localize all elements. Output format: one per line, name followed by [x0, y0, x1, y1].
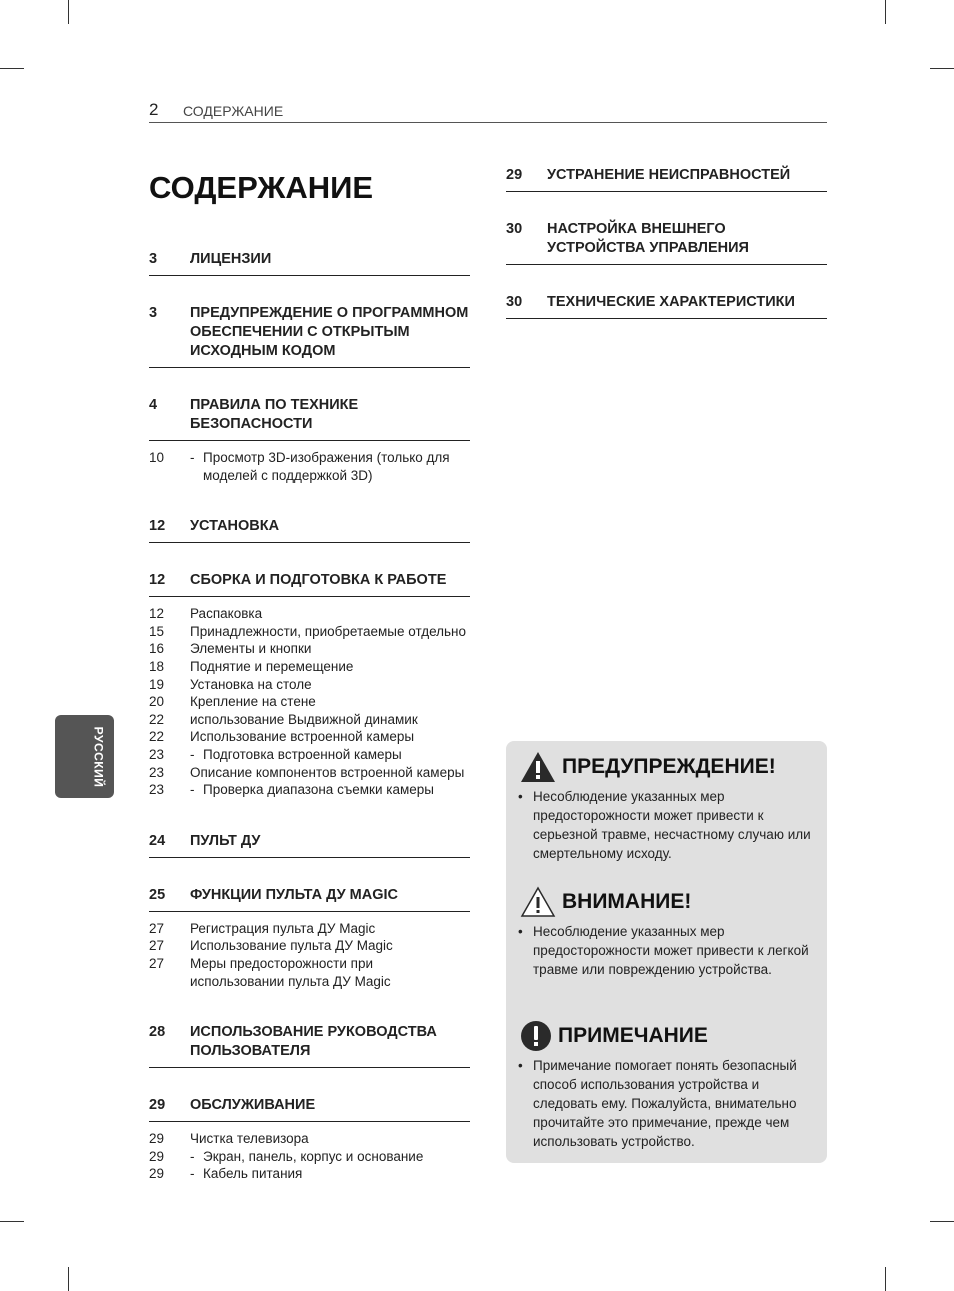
section-page-number: 3 — [149, 305, 158, 321]
section-page-number: 4 — [149, 397, 158, 413]
language-tab-label: РУССКИЙ — [91, 726, 106, 787]
subsection-title: Установка на столе — [190, 676, 312, 692]
toc-subsection — [149, 955, 470, 990]
subsection-dash: - — [190, 1148, 195, 1164]
toc-subsection — [149, 693, 470, 711]
subsection-title: Просмотр 3D-изображения (только для моделей с поддержкой 3D) — [203, 450, 450, 483]
crop-mark — [930, 68, 954, 69]
toc-subsection-list — [149, 1130, 470, 1183]
toc-subsection — [149, 605, 470, 623]
section-gap — [149, 1003, 470, 1023]
section-page-number: 29 — [506, 167, 523, 183]
page-header — [149, 100, 827, 123]
toc-subsection — [149, 676, 470, 694]
crop-mark — [885, 0, 886, 24]
subsection-title: Поднятие и перемещение — [190, 658, 354, 674]
section-title: ТЕХНИЧЕСКИЕ ХАРАКТЕРИСТИКИ — [547, 294, 795, 310]
section-gap — [149, 376, 470, 396]
subsection-title: Экран, панель, корпус и основание — [203, 1148, 424, 1164]
toc-section — [506, 166, 827, 192]
toc-subsection-list — [149, 449, 470, 484]
subsection-page-number: 29 — [149, 1131, 165, 1147]
subsection-page-number: 29 — [149, 1166, 165, 1182]
header-title: СОДЕРЖАНИЕ — [183, 103, 284, 119]
subsection-title: Описание компонентов встроенной камеры — [190, 764, 465, 780]
toc-subsection-list — [149, 605, 470, 799]
caution-title: ВНИМАНИЕ! — [562, 890, 692, 913]
warning-triangle-icon — [520, 751, 556, 783]
subsection-page-number: 27 — [149, 920, 165, 936]
toc-subsection — [149, 1130, 470, 1148]
subsection-page-number: 10 — [149, 450, 165, 465]
toc-section — [149, 250, 470, 276]
subsection-page-number: 20 — [149, 694, 165, 710]
toc-subsection — [149, 623, 470, 641]
warning-heading — [520, 751, 776, 783]
section-title: УСТРАНЕНИЕ НЕИСПРАВНОСТЕЙ — [547, 167, 791, 183]
toc-subsection — [149, 746, 470, 764]
subsection-title: Кабель питания — [203, 1166, 303, 1182]
toc-subsection — [149, 920, 470, 938]
section-gap — [149, 497, 470, 517]
toc-section — [506, 220, 827, 265]
section-page-number: 28 — [149, 1024, 166, 1041]
crop-mark — [68, 1267, 69, 1291]
subsection-page-number: 23 — [149, 746, 165, 762]
subsection-dash: - — [190, 1166, 195, 1182]
section-title: ПРЕДУПРЕЖДЕНИЕ О ПРОГРАММНОМ ОБЕСПЕЧЕНИИ С ОТКРЫТЫМ ИСХОДНЫМ КОДОМ — [190, 305, 469, 359]
subsection-title: Крепление на стене — [190, 694, 316, 710]
section-gap — [149, 866, 470, 886]
page-number: 2 — [149, 100, 159, 119]
section-page-number: 30 — [506, 221, 523, 237]
subsection-title: Меры предосторожности при использовании пульта ДУ Magic — [190, 955, 391, 989]
subsection-title: использование Выдвижной динамик — [190, 711, 418, 727]
toc-subsection — [149, 449, 470, 484]
subsection-title: Принадлежности, приобретаемые отдельно — [190, 623, 467, 639]
warning-text: • Несоблюдение указанных мер предосторожности может привести к серьезной травме, несчастному случаю или смертельному исходу. — [518, 789, 811, 861]
section-page-number: 30 — [506, 294, 523, 310]
subsection-page-number: 19 — [149, 676, 165, 692]
subsection-title: Элементы и кнопки — [190, 641, 312, 657]
toc-section — [149, 517, 470, 543]
subsection-title: Подготовка встроенной камеры — [203, 746, 402, 762]
toc-section — [149, 1096, 470, 1122]
toc-subsection — [149, 781, 470, 799]
section-title: ИСПОЛЬЗОВАНИЕ РУКОВОДСТВА ПОЛЬЗОВАТЕЛЯ — [190, 1024, 437, 1060]
toc-subsection — [149, 1148, 470, 1166]
subsection-page-number: 12 — [149, 606, 165, 622]
toc-subsection — [149, 658, 470, 676]
section-gap — [149, 1076, 470, 1096]
subsection-page-number: 29 — [149, 1148, 165, 1164]
toc-subsection — [149, 1165, 470, 1183]
page-title: СОДЕРЖАНИЕ — [149, 170, 374, 205]
toc-section — [149, 832, 470, 858]
toc-subsection — [149, 937, 470, 955]
section-page-number: 12 — [149, 518, 166, 535]
section-page-number: 29 — [149, 1097, 166, 1114]
subsection-title: Использование встроенной камеры — [190, 729, 415, 745]
section-page-number: 25 — [149, 886, 166, 903]
toc-subsection — [149, 728, 470, 746]
section-page-number: 24 — [149, 832, 166, 849]
subsection-title: Проверка диапазона съемки камеры — [203, 782, 434, 798]
toc-section — [149, 571, 470, 597]
toc-section — [149, 1023, 470, 1068]
subsection-dash: - — [190, 782, 195, 798]
crop-mark — [0, 68, 24, 69]
toc-section — [149, 886, 470, 912]
section-page-number: 3 — [149, 251, 158, 267]
section-page-number: 12 — [149, 572, 166, 589]
subsection-page-number: 15 — [149, 623, 165, 639]
section-title: НАСТРОЙКА ВНЕШНЕГО УСТРОЙСТВА УПРАВЛЕНИЯ — [547, 221, 749, 256]
note-title: ПРИМЕЧАНИЕ — [558, 1024, 708, 1047]
crop-mark — [930, 1221, 954, 1222]
toc-section — [149, 304, 470, 368]
caution-triangle-icon — [520, 886, 556, 918]
note-heading — [520, 1020, 708, 1052]
caution-text: • Несоблюдение указанных мер предосторожности может привести к легкой травме или повреждению устройства. — [518, 924, 809, 977]
crop-mark — [68, 0, 69, 24]
crop-mark — [885, 1267, 886, 1291]
section-title: ЛИЦЕНЗИИ — [190, 251, 272, 267]
section-title: ФУНКЦИИ ПУЛЬТА ДУ MAGIC — [190, 886, 398, 903]
subsection-page-number: 27 — [149, 955, 165, 971]
subsection-page-number: 22 — [149, 711, 165, 727]
note-text: • Примечание помогает понять безопасный способ использования устройства и следовать ему. Пожалуйста, внимательно прочитайте это примечание, прежде чем использовать устройство. — [518, 1058, 797, 1149]
caution-heading — [520, 886, 691, 918]
exclamation-circle-icon — [520, 1020, 552, 1052]
toc-section — [506, 293, 827, 319]
toc-left-column — [149, 250, 470, 1196]
subsection-page-number: 23 — [149, 764, 165, 780]
section-title: УСТАНОВКА — [190, 518, 280, 535]
toc-subsection — [149, 640, 470, 658]
toc-right-column — [506, 166, 827, 327]
subsection-title: Регистрация пульта ДУ Magic — [190, 920, 376, 936]
section-gap — [506, 200, 827, 220]
toc-section — [149, 396, 470, 441]
subsection-title: Использование пульта ДУ Magic — [190, 938, 393, 954]
toc-subsection — [149, 764, 470, 782]
subsection-page-number: 27 — [149, 938, 165, 954]
subsection-title: Чистка телевизора — [190, 1131, 309, 1147]
subsection-title: Распаковка — [190, 606, 263, 622]
toc-subsection — [149, 711, 470, 729]
safety-notice-box — [506, 741, 827, 1163]
subsection-dash: - — [190, 450, 195, 465]
section-gap — [149, 812, 470, 832]
section-gap — [149, 284, 470, 304]
subsection-page-number: 18 — [149, 658, 165, 674]
subsection-page-number: 22 — [149, 729, 165, 745]
toc-subsection-list — [149, 920, 470, 990]
language-tab — [55, 715, 114, 798]
crop-mark — [0, 1221, 24, 1222]
subsection-page-number: 23 — [149, 782, 165, 798]
section-title: ПРАВИЛА ПО ТЕХНИКЕ БЕЗОПАСНОСТИ — [190, 397, 359, 432]
warning-title: ПРЕДУПРЕЖДЕНИЕ! — [562, 755, 776, 778]
section-gap — [506, 273, 827, 293]
subsection-page-number: 16 — [149, 641, 165, 657]
section-title: ПУЛЬТ ДУ — [190, 832, 261, 849]
section-title: СБОРКА И ПОДГОТОВКА К РАБОТЕ — [190, 572, 447, 589]
subsection-dash: - — [190, 746, 195, 762]
section-title: ОБСЛУЖИВАНИЕ — [190, 1097, 316, 1114]
section-gap — [149, 551, 470, 571]
